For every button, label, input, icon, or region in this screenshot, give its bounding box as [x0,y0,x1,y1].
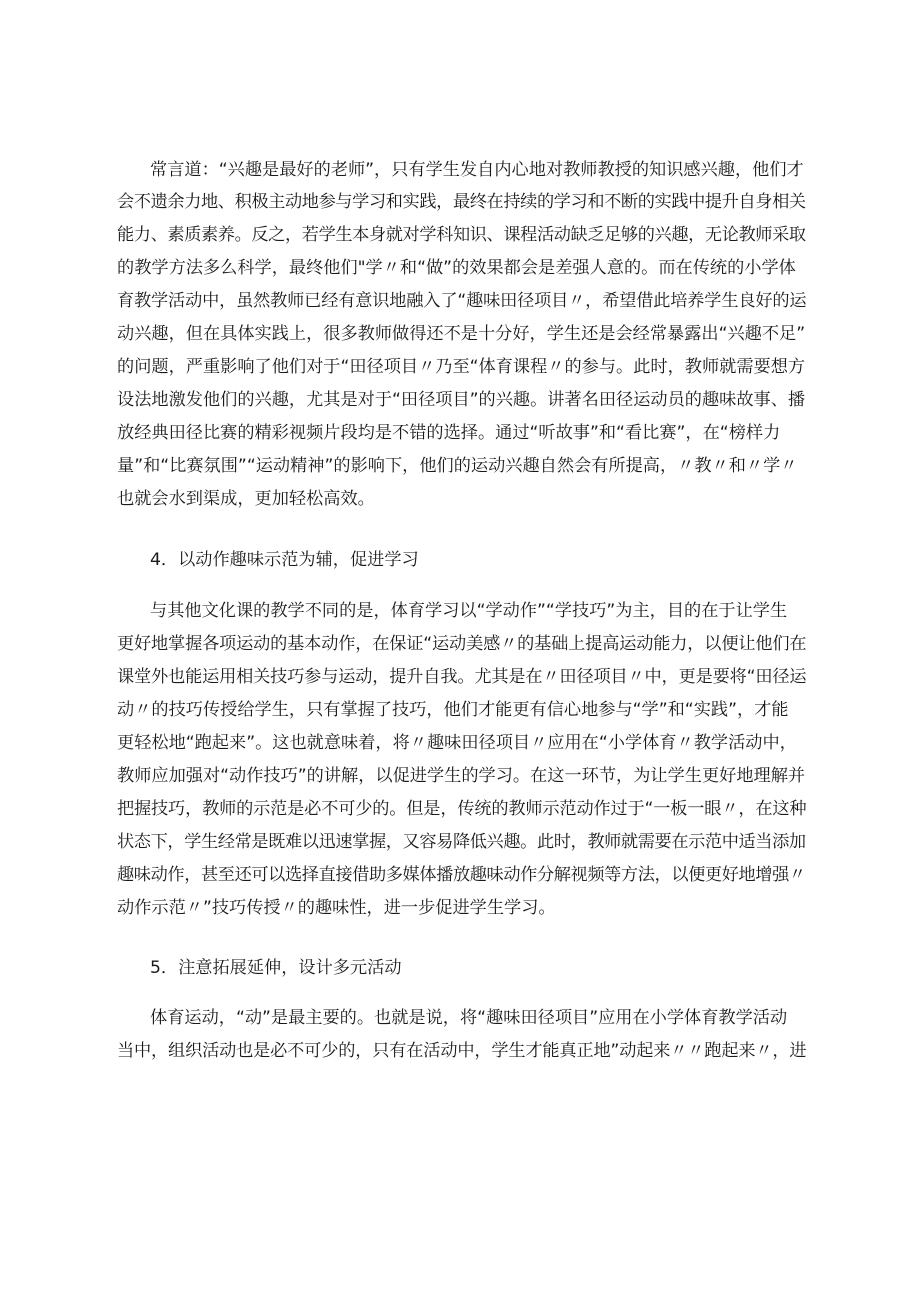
paragraph-1-line-8: 设法地激发他们的兴趣，尤其是对于“田径项目”的兴趣。讲著名田径运动员的趣味故事、播 [117,390,806,410]
paragraph-1-line-7: 的问题，严重影响了他们对于“田径项目〃乃至“体育课程〃的参与。此时，教师就需要想方 [117,357,806,377]
paragraph-1-line-11: 也就会水到渠成，更加轻松高效。 [117,489,375,509]
section-4-heading: 4．以动作趣味示范为辅，促进学习 [150,550,419,570]
section-4-line-9: 趣味动作，甚至还可以选择直接借助多媒体播放趣味动作分解视频等方法，以便更好地增强〃 [117,865,806,885]
paragraph-1-line-3: 能力、素质素养。反之，若学生本身就对学科知识、课程活动缺乏足够的兴趣，无论教师采取 [117,225,806,245]
section-4-line-6: 教师应加强对“动作技巧”的讲解，以促进学生的学习。在这一环节，为让学生更好地理解并 [117,766,806,786]
paragraph-1-line-2: 会不遗余力地、积极主动地参与学习和实践，最终在持续的学习和不断的实践中提升自身相关 [117,192,806,212]
section-4-line-8: 状态下，学生经常是既难以迅速掌握，又容易降低兴趣。此时，教师就需要在示范中适当添加 [117,832,806,852]
paragraph-1-line-4: 的教学方法多么科学，最终他们"学〃和“做”的效果都会是差强人意的。而在传统的小学体 [117,258,796,278]
section-4-line-2: 更好地掌握各项运动的基本动作，在保证“运动美感〃的基础上提高运动能力，以便让他们在 [117,634,807,654]
paragraph-1-line-1: 常言道：“兴趣是最好的老师”，只有学生发自内心地对教师教授的知识感兴趣，他们才 [150,160,804,180]
paragraph-1-line-5: 育教学活动中，虽然教师已经有意识地融入了“趣味田径项目〃，希望借此培养学生良好的运 [117,291,807,311]
section-5-line-2: 当中，组织活动也是必不可少的，只有在活动中，学生才能真正地”动起来〃〃跑起来〃，进 [117,1041,807,1061]
section-5-line-1: 体育运动，“动”是最主要的。也就是说，将“趣味田径项目”应用在小学体育教学活动 [150,1008,788,1028]
section-5-heading: 5．注意拓展延伸，设计多元活动 [150,958,402,978]
section-4-line-4: 动〃的技巧传授给学生，只有掌握了技巧，他们才能更有信心地参与“学”和“实践”，才能 [117,700,789,720]
paragraph-1-line-9: 放经典田径比赛的精彩视频片段均是不错的选择。通过“听故事”和“看比赛”，在“榜样力 [117,423,781,443]
paragraph-1-line-10: 量”和“比赛氛围”“运动精神”的影响下，他们的运动兴趣自然会有所提高，〃教〃和〃学〃 [117,456,798,476]
section-4-line-7: 把握技巧，教师的示范是必不可少的。但是，传统的教师示范动作过于“一板一眼〃，在这种 [117,799,807,819]
section-4-line-1: 与其他文化课的教学不同的是，体育学习以“学动作”“学技巧”为主，目的在于让学生 [150,601,788,621]
section-4-line-10: 动作示范〃”技巧传授〃的趣味性，进一步促进学生学习。 [117,898,556,918]
paragraph-1-line-6: 动兴趣，但在具体实践上，很多教师做得还不是十分好，学生还是会经常暴露出“兴趣不足” [117,324,806,344]
section-4-line-5: 更轻松地“跑起来”。这也就意味着，将〃趣味田径项目〃应用在“小学体育〃教学活动中， [117,733,797,753]
section-4-line-3: 课堂外也能运用相关技巧参与运动，提升自我。尤其是在〃田径项目〃中，更是要将“田径运 [117,667,807,687]
